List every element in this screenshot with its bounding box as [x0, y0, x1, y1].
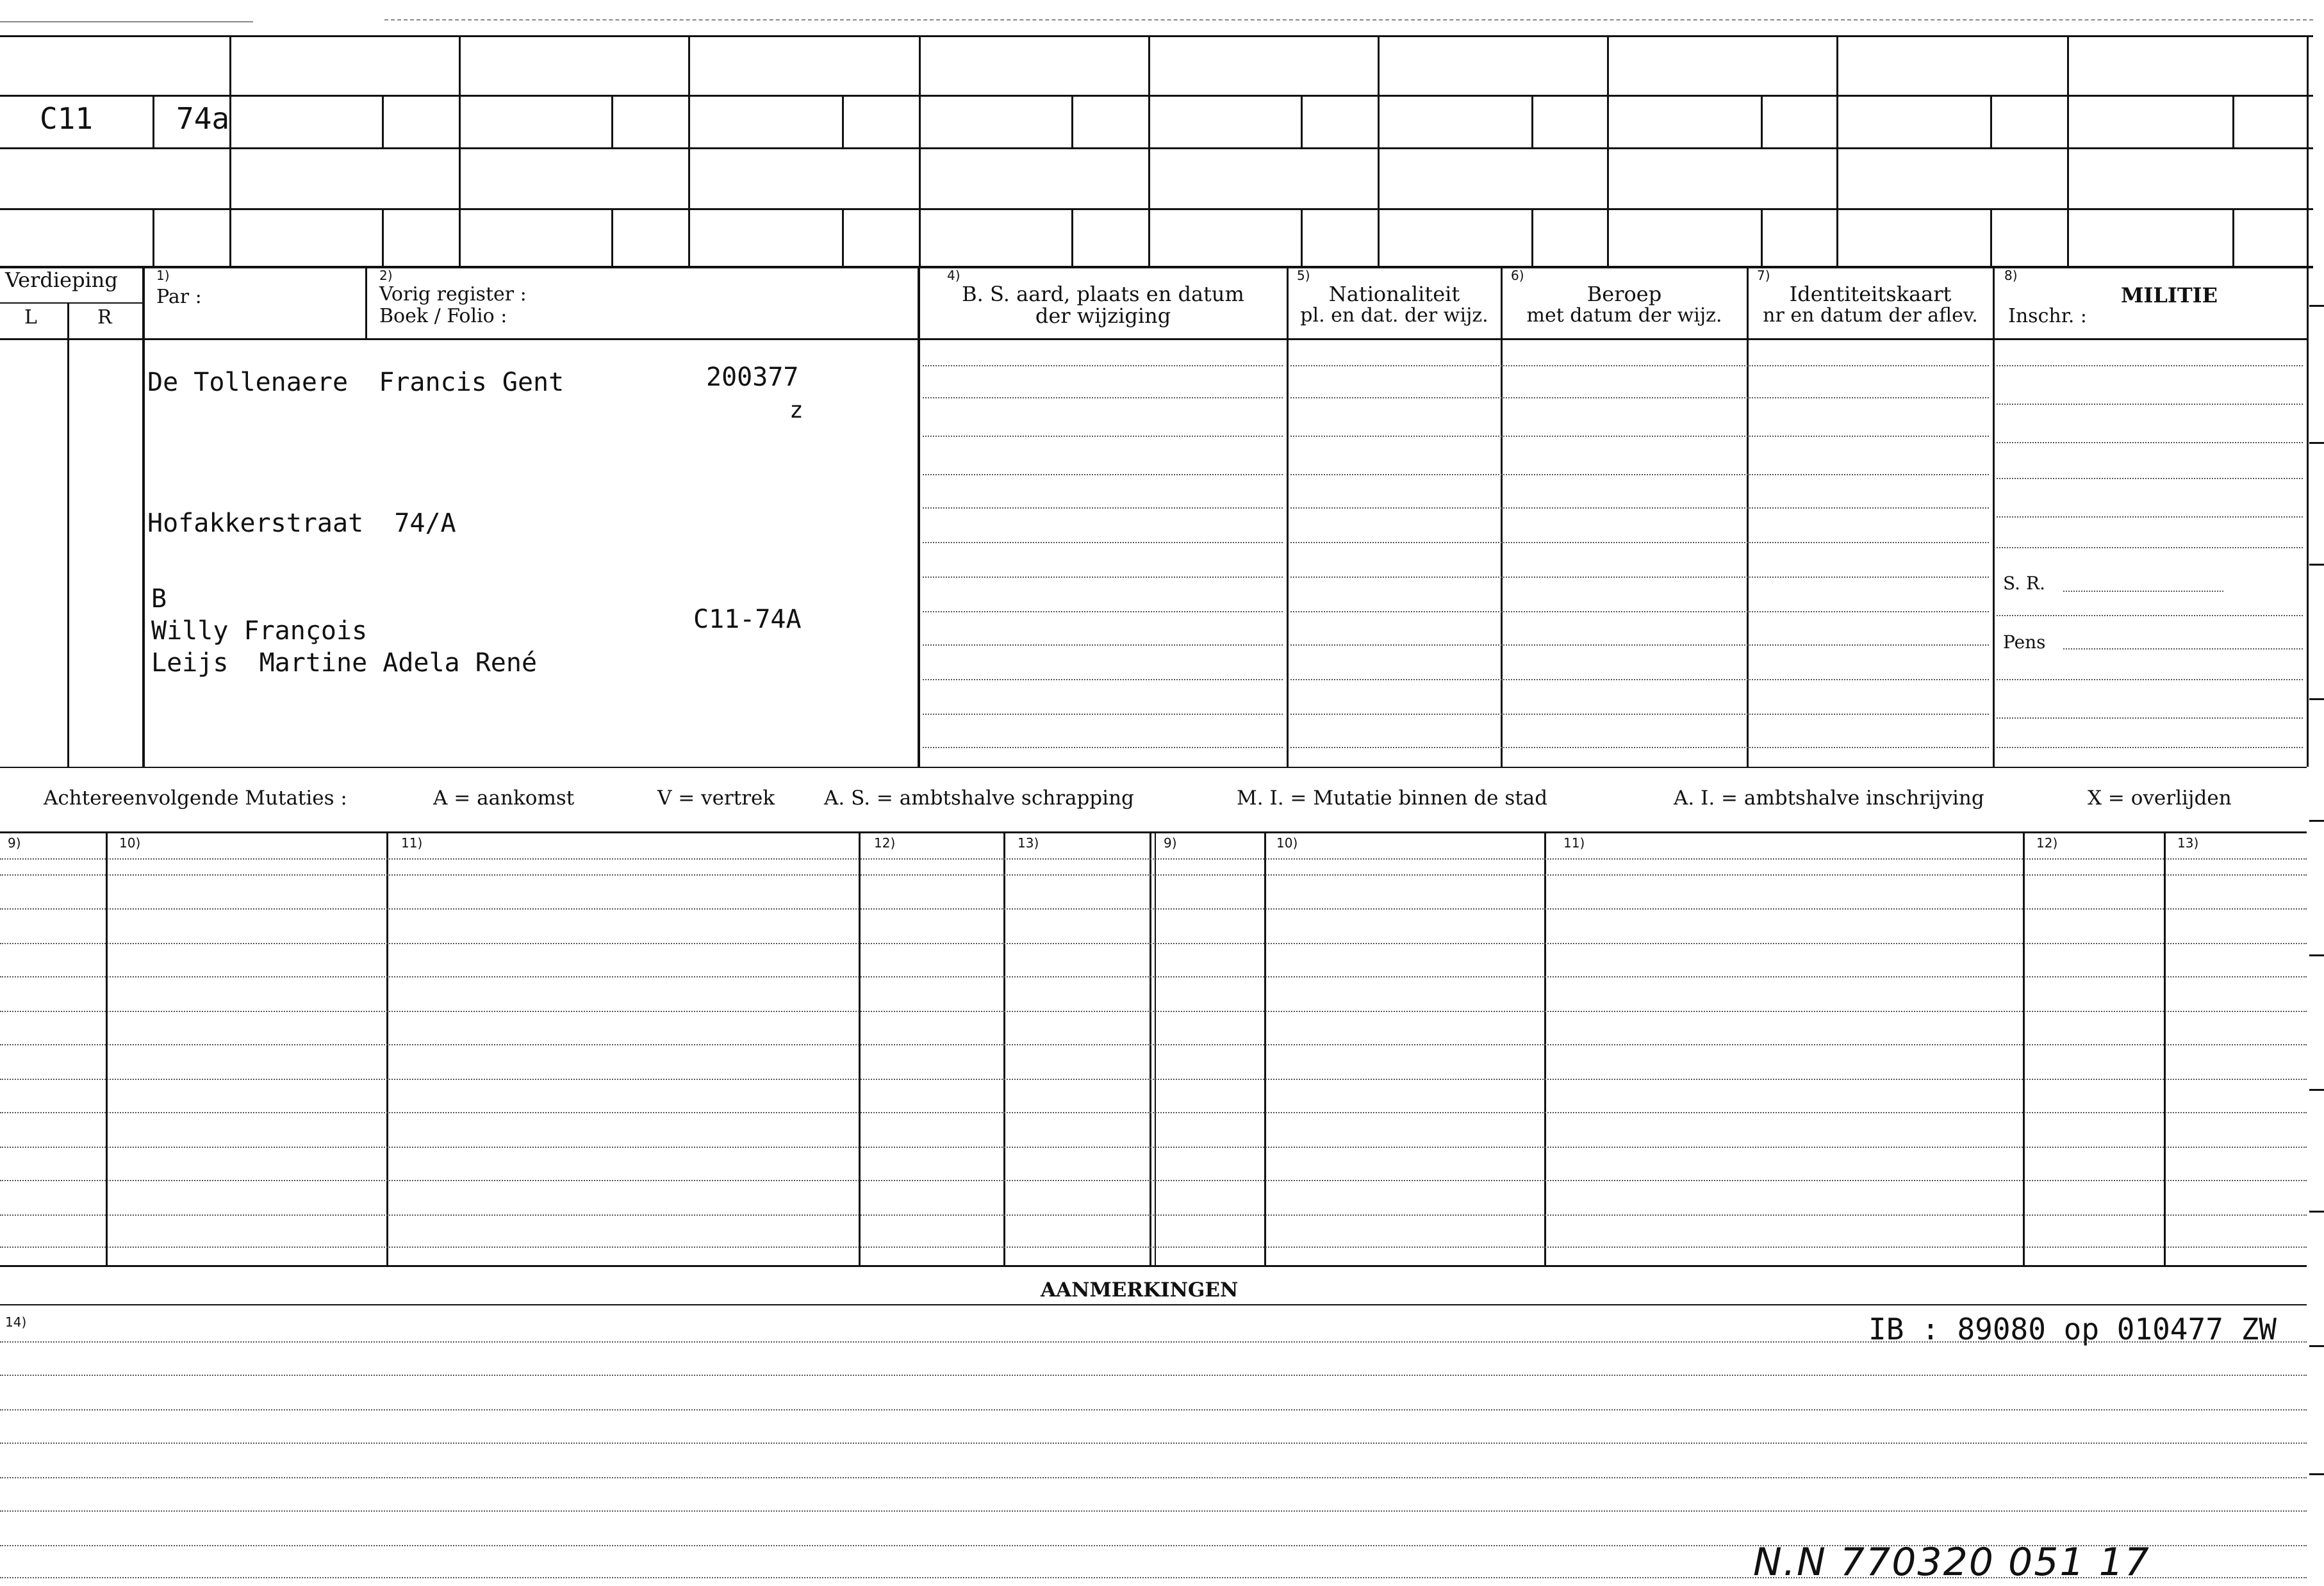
remarks-title: AANMERKINGEN [1041, 1279, 1239, 1302]
sex: z [789, 397, 804, 423]
col8-number: 8) [2004, 268, 2018, 283]
col6-number: 6) [1511, 268, 1524, 283]
col8-line1: MILITIE [2121, 283, 2218, 307]
mut-left-col12: 12) [874, 835, 896, 851]
mother: Leijs Martine Adela René [151, 648, 538, 678]
col7-line2: nr en datum der aflev. [1763, 304, 1978, 327]
mut-left-col11: 11) [401, 835, 423, 851]
mut-right-col12: 12) [2036, 835, 2058, 851]
col2-number: 2) [379, 268, 393, 283]
col1-number: 1) [156, 268, 170, 283]
birth-code: 200377 [706, 363, 799, 392]
legend-death: X = overlijden [2088, 787, 2232, 810]
address: Hofakkerstraat 74/A [147, 509, 456, 538]
l-label: L [24, 306, 37, 329]
legend-departure: V = vertrek [657, 787, 775, 810]
mut-right-col13: 13) [2177, 835, 2199, 851]
col8-line2: Inschr. : [2008, 305, 2087, 327]
col4-header [919, 283, 1287, 327]
pens-label: Pens [2003, 632, 2046, 653]
remarks-number: 14) [5, 1314, 27, 1330]
ib-reference: IB : 89080 op 010477 ZW [1868, 1312, 2277, 1346]
col5-number: 5) [1297, 268, 1310, 283]
legend-internal: M. I. = Mutatie binnen de stad [1237, 787, 1548, 810]
col5-line2: pl. en dat. der wijz. [1300, 304, 1488, 327]
letter: B [151, 584, 167, 614]
mut-right-col9: 9) [1164, 835, 1177, 851]
mut-right-col11: 11) [1563, 835, 1585, 851]
verdieping-label: Verdieping [5, 268, 118, 292]
district-code: C11 [40, 101, 94, 136]
mut-left-col9: 9) [8, 835, 21, 851]
legend-struck: A. S. = ambtshalve schrapping [824, 787, 1134, 810]
col4-line1: B. S. aard, plaats en datum [962, 282, 1244, 306]
col1-label: Par : [156, 286, 202, 308]
mut-left-col10: 10) [119, 835, 141, 851]
col4-line2: der wijziging [1035, 304, 1171, 328]
col7-line1: Identiteitskaart [1789, 282, 1952, 306]
col7-number: 7) [1757, 268, 1770, 283]
mut-right-col10: 10) [1276, 835, 1298, 851]
legend-arrival: A = aankomst [433, 787, 575, 810]
reference: C11-74A [693, 605, 802, 634]
r-label: R [97, 306, 112, 329]
col2-line2: Boek / Folio : [379, 305, 507, 327]
col7-header [1748, 283, 1993, 327]
col5-header [1288, 283, 1501, 327]
col6-header [1502, 283, 1747, 327]
col6-line2: met datum der wijz. [1526, 304, 1722, 327]
col6-line1: Beroep [1586, 282, 1662, 306]
sr-label: S. R. [2003, 573, 2045, 594]
mut-left-col13: 13) [1018, 835, 1039, 851]
resident-name-line: De Tollenaere Francis Gent [147, 368, 565, 397]
legend-title: Achtereenvolgende Mutaties : [44, 787, 347, 810]
col4-number: 4) [947, 268, 960, 283]
father: Willy François [151, 616, 368, 646]
legend-registration: A. I. = ambtshalve inschrijving [1674, 787, 1984, 810]
national-number: N.N 770320 051 17 [1753, 1540, 2150, 1585]
col2-line1: Vorig register : [379, 283, 527, 306]
house-number: 74a [176, 101, 230, 136]
col5-line1: Nationaliteit [1328, 282, 1460, 306]
